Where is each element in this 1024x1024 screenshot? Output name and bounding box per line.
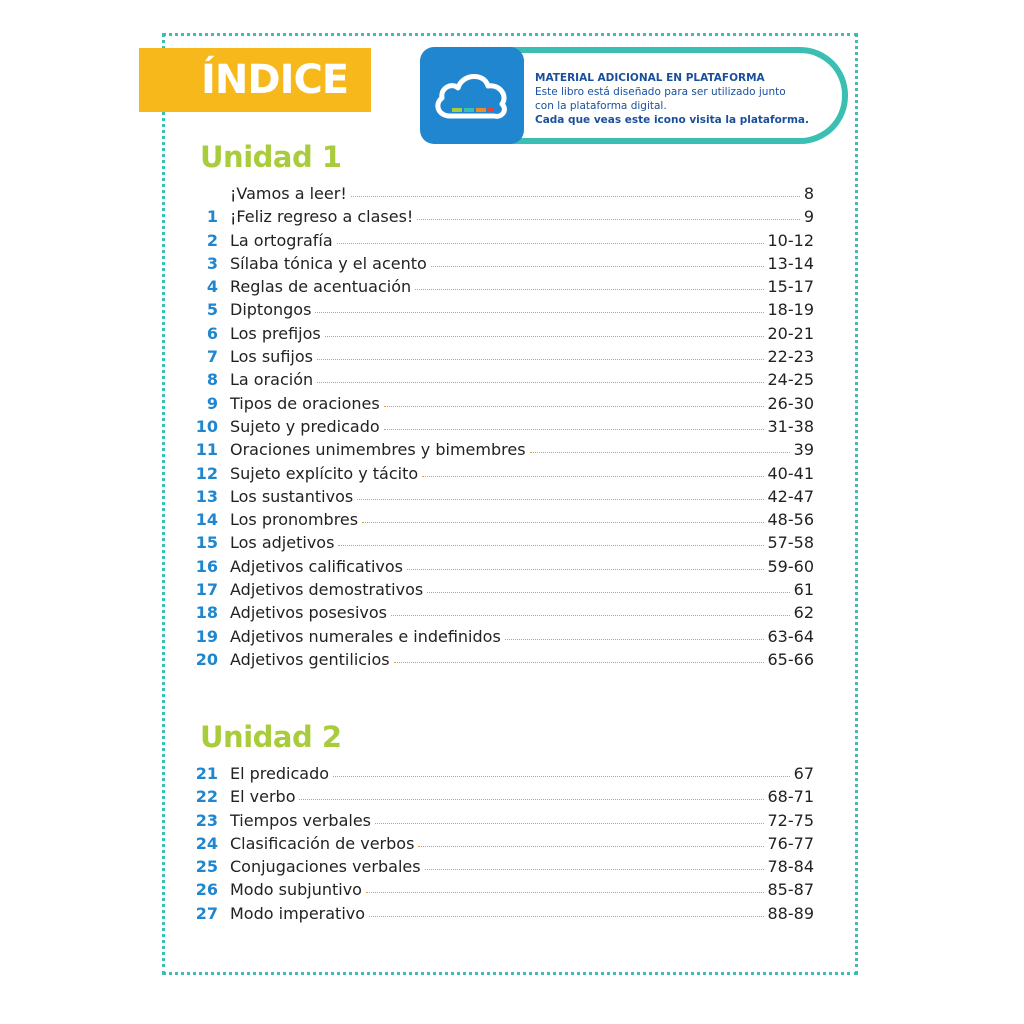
toc-entry-number: 25 — [195, 857, 218, 877]
toc-entry-label: Conjugaciones verbales — [230, 857, 421, 877]
toc-entry-label: Modo subjuntivo — [230, 880, 362, 900]
toc-entry-label: Diptongos — [230, 300, 312, 320]
toc-entry[interactable] — [190, 370, 814, 393]
toc-entry-label: Sujeto explícito y tácito — [230, 463, 419, 483]
toc-entry-number: 6 — [206, 323, 218, 343]
toc-entry[interactable] — [190, 787, 814, 810]
unit-2-toc — [190, 764, 814, 927]
dot-leader — [337, 243, 764, 244]
toc-entry[interactable] — [190, 487, 814, 510]
toc-entry[interactable] — [190, 207, 814, 230]
toc-entry-label: Modo imperativo — [230, 903, 366, 923]
dot-leader — [317, 382, 763, 383]
toc-entry-label: Adjetivos numerales e indefinidos — [230, 626, 501, 646]
toc-entry-label: Adjetivos calificativos — [230, 556, 403, 576]
toc-entry-number: 19 — [195, 626, 218, 646]
toc-entry-label: La ortografía — [230, 230, 333, 250]
dot-leader — [407, 569, 764, 570]
dot-leader — [338, 545, 763, 546]
dot-leader — [415, 289, 763, 290]
dot-leader — [422, 476, 763, 477]
toc-entry-number: 23 — [195, 810, 218, 830]
toc-entry-page: 31-38 — [767, 416, 814, 436]
unit-2-heading: Unidad 2 — [200, 720, 342, 754]
dot-leader — [384, 406, 764, 407]
toc-entry-number: 16 — [195, 556, 218, 576]
toc-entry-number: 17 — [195, 580, 218, 600]
toc-entry-label: Los pronombres — [230, 510, 359, 530]
dot-leader — [418, 846, 763, 847]
toc-entry-page: 63-64 — [767, 626, 814, 646]
toc-entry[interactable] — [190, 880, 814, 903]
toc-entry-number: 4 — [206, 277, 218, 297]
toc-entry-label: ¡Vamos a leer! — [230, 184, 347, 203]
cloud-icon — [430, 66, 514, 126]
toc-entry-page: 26-30 — [767, 393, 814, 413]
toc-entry-number: 21 — [195, 764, 218, 783]
toc-entry-label: Oraciones unimembres y bimembres — [230, 440, 526, 460]
dot-leader — [325, 336, 764, 337]
title-banner — [139, 48, 371, 112]
toc-entry-number: 9 — [206, 393, 218, 413]
toc-entry-label: Clasificación de verbos — [230, 833, 415, 853]
toc-entry[interactable] — [190, 417, 814, 440]
dot-leader — [317, 359, 764, 360]
dot-leader — [315, 312, 763, 313]
toc-entry-label: ¡Feliz regreso a clases! — [230, 207, 414, 227]
toc-entry-page: 67 — [793, 764, 814, 783]
unit-1-heading: Unidad 1 — [200, 140, 342, 174]
toc-entry-number: 1 — [206, 207, 218, 227]
toc-entry-page: 62 — [793, 603, 814, 623]
toc-entry-number: 12 — [195, 463, 218, 483]
toc-entry[interactable] — [190, 300, 814, 323]
toc-entry-label: El verbo — [230, 787, 296, 807]
dot-leader — [425, 869, 764, 870]
platform-heading: MATERIAL ADICIONAL EN PLATAFORMA — [535, 72, 765, 84]
toc-entry-label: Los sufijos — [230, 347, 313, 367]
toc-entry-page: 88-89 — [767, 903, 814, 923]
dot-leader — [391, 615, 790, 616]
dot-leader — [333, 776, 790, 777]
toc-entry-page: 15-17 — [767, 277, 814, 297]
toc-entry-label: Adjetivos posesivos — [230, 603, 388, 623]
toc-entry-number: 3 — [206, 253, 218, 273]
toc-entry[interactable] — [190, 184, 814, 207]
toc-entry-label: Sujeto y predicado — [230, 416, 380, 436]
platform-line-2: con la plataforma digital. — [535, 100, 667, 112]
toc-entry[interactable] — [190, 627, 814, 650]
toc-entry-page: 72-75 — [767, 810, 814, 830]
dot-leader — [357, 499, 763, 500]
toc-entry[interactable] — [190, 440, 814, 463]
toc-entry-label: La oración — [230, 370, 314, 390]
toc-entry-page: 9 — [803, 207, 814, 227]
dot-leader — [431, 266, 764, 267]
dot-leader — [369, 916, 763, 917]
toc-entry-page: 76-77 — [767, 833, 814, 853]
toc-entry-page: 85-87 — [767, 880, 814, 900]
toc-entry-number: 22 — [195, 787, 218, 807]
toc-entry-number: 8 — [206, 370, 218, 390]
toc-entry-number: 15 — [195, 533, 218, 553]
dot-leader — [351, 196, 800, 197]
dot-leader — [394, 662, 764, 663]
toc-entry[interactable] — [190, 324, 814, 347]
toc-entry-page: 8 — [803, 184, 814, 203]
toc-entry-number: 24 — [195, 833, 218, 853]
toc-entry-number: 14 — [195, 510, 218, 530]
dot-leader — [530, 452, 790, 453]
toc-entry[interactable] — [190, 277, 814, 300]
toc-entry[interactable] — [190, 857, 814, 880]
dot-leader — [384, 429, 764, 430]
page-title: ÍNDICE — [201, 57, 349, 103]
toc-entry-label: Tipos de oraciones — [230, 393, 380, 413]
toc-entry-label: Tiempos verbales — [230, 810, 371, 830]
toc-entry-page: 48-56 — [767, 510, 814, 530]
toc-entry-label: El predicado — [230, 764, 330, 783]
toc-entry-page: 24-25 — [767, 370, 814, 390]
toc-entry-page: 20-21 — [767, 323, 814, 343]
toc-entry-number: 18 — [195, 603, 218, 623]
toc-entry-page: 78-84 — [767, 857, 814, 877]
toc-entry-label: Los prefijos — [230, 323, 321, 343]
toc-entry[interactable] — [190, 603, 814, 626]
toc-entry[interactable] — [190, 533, 814, 556]
toc-entry[interactable] — [190, 557, 814, 580]
toc-entry[interactable] — [190, 254, 814, 277]
platform-notice — [420, 47, 848, 144]
toc-entry-number: 7 — [206, 347, 218, 367]
toc-entry[interactable] — [190, 231, 814, 254]
toc-entry-number: 13 — [195, 486, 218, 506]
toc-entry-page: 40-41 — [767, 463, 814, 483]
dot-leader — [299, 799, 763, 800]
toc-entry-page: 18-19 — [767, 300, 814, 320]
platform-line-1: Este libro está diseñado para ser utilizado junto — [535, 86, 786, 98]
dot-leader — [417, 219, 799, 220]
toc-entry[interactable] — [190, 650, 814, 673]
toc-entry[interactable] — [190, 904, 814, 927]
platform-text — [535, 71, 825, 127]
toc-entry-number: 27 — [195, 903, 218, 923]
toc-entry-page: 59-60 — [767, 556, 814, 576]
toc-entry-page: 10-12 — [767, 230, 814, 250]
toc-entry-page: 68-71 — [767, 787, 814, 807]
dot-leader — [375, 823, 764, 824]
toc-entry-number: 26 — [195, 880, 218, 900]
toc-entry-page: 39 — [793, 440, 814, 460]
toc-entry-number: 5 — [206, 300, 218, 320]
toc-entry[interactable] — [190, 764, 814, 787]
toc-entry[interactable] — [190, 394, 814, 417]
toc-entry-label: Reglas de acentuación — [230, 277, 412, 297]
toc-entry[interactable] — [190, 811, 814, 834]
dot-leader — [505, 639, 764, 640]
toc-entry[interactable] — [190, 347, 814, 370]
platform-footer: Cada que veas este icono visita la plataforma. — [535, 114, 809, 126]
toc-entry-number: 11 — [195, 440, 218, 460]
unit-1-toc — [190, 184, 814, 673]
toc-entry[interactable] — [190, 834, 814, 857]
toc-entry-number: 2 — [206, 230, 218, 250]
toc-entry-label: Sílaba tónica y el acento — [230, 253, 427, 273]
toc-entry-label: Los adjetivos — [230, 533, 335, 553]
toc-entry-page: 13-14 — [767, 253, 814, 273]
dot-leader — [366, 892, 764, 893]
toc-entry[interactable] — [190, 510, 814, 533]
toc-entry-label: Adjetivos demostrativos — [230, 580, 424, 600]
toc-entry-label: Los sustantivos — [230, 486, 354, 506]
toc-entry-label: Adjetivos gentilicios — [230, 649, 390, 669]
toc-entry-page: 65-66 — [767, 649, 814, 669]
toc-entry-number: 10 — [195, 416, 218, 436]
toc-entry[interactable] — [190, 580, 814, 603]
toc-entry-page: 57-58 — [767, 533, 814, 553]
toc-entry-page: 22-23 — [767, 347, 814, 367]
dot-leader — [362, 522, 763, 523]
dot-leader — [427, 592, 789, 593]
toc-entry-number: 20 — [195, 649, 218, 669]
platform-icon-tile — [420, 47, 524, 144]
toc-entry-page: 61 — [793, 580, 814, 600]
toc-entry-page: 42-47 — [767, 486, 814, 506]
toc-entry[interactable] — [190, 464, 814, 487]
